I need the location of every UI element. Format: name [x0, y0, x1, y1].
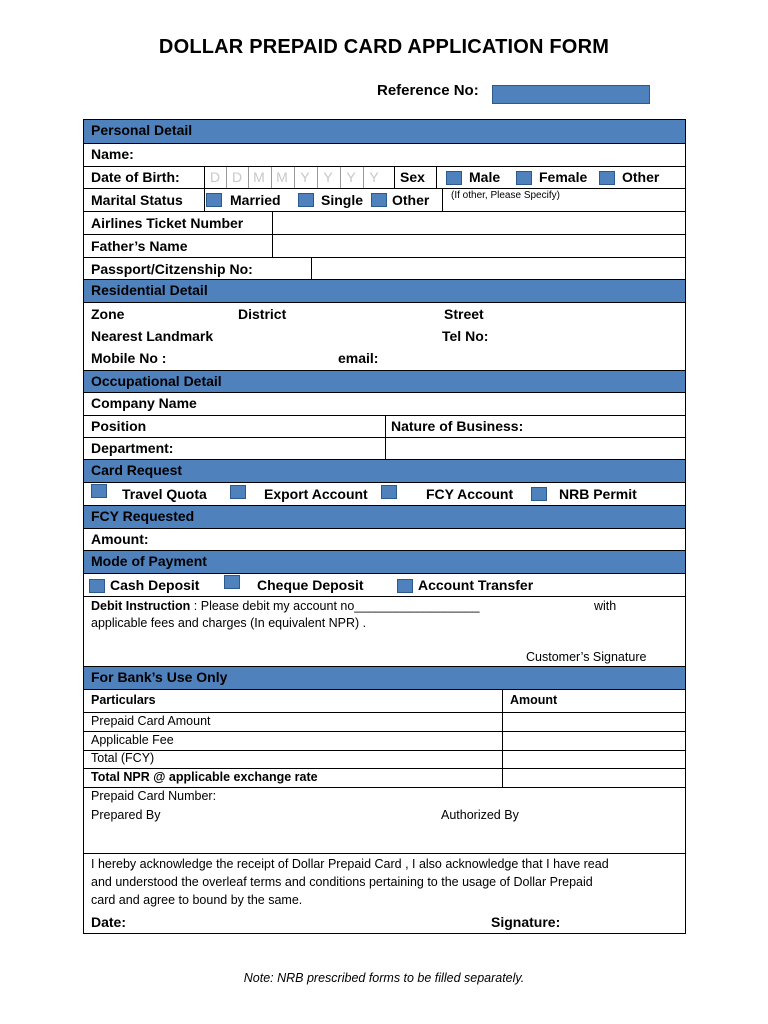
- table-row: [84, 712, 685, 731]
- section-occupational-detail: [84, 370, 685, 392]
- district-label[interactable]: District: [238, 306, 287, 322]
- section-heading: Personal Detail: [91, 122, 193, 138]
- passport-row[interactable]: [84, 257, 685, 279]
- dob-input[interactable]: [204, 167, 394, 189]
- married-checkbox[interactable]: [206, 193, 222, 207]
- amount-row[interactable]: [84, 528, 685, 550]
- position-label[interactable]: Position: [91, 418, 147, 434]
- street-label[interactable]: Street: [444, 306, 484, 322]
- table-row: [84, 731, 685, 750]
- passport-label: Passport/Citzenship No:: [91, 261, 253, 277]
- section-heading: Card Request: [91, 462, 183, 478]
- section-heading: Mode of Payment: [91, 553, 207, 569]
- zone-label[interactable]: Zone: [91, 306, 125, 322]
- date-label[interactable]: Date:: [91, 914, 127, 930]
- cheque-deposit-label: Cheque Deposit: [257, 577, 364, 593]
- section-fcy-requested: [84, 505, 685, 528]
- debit-instruction-line1: [91, 599, 479, 613]
- export-account-checkbox[interactable]: [230, 485, 246, 499]
- account-transfer-label: Account Transfer: [418, 577, 534, 593]
- section-mode-of-payment: [84, 550, 685, 573]
- department-row: [84, 437, 685, 459]
- marital-row: [84, 188, 685, 211]
- dob-digit: Y: [300, 169, 310, 185]
- male-checkbox[interactable]: [446, 171, 462, 185]
- name-label: Name:: [91, 146, 134, 162]
- position-row: [84, 415, 685, 437]
- prepaid-card-number-label[interactable]: Prepaid Card Number:: [91, 789, 217, 803]
- ack-line2: and understood the overleaf terms and conditions pertaining to the usage of Dollar Prepaid: [91, 875, 593, 889]
- residential-body: [84, 302, 685, 370]
- other-specify-note: (If other, Please Specify): [451, 190, 560, 201]
- travel-quota-label: Travel Quota: [122, 486, 207, 502]
- married-label: Married: [230, 192, 281, 208]
- acknowledgement: [84, 853, 685, 933]
- amount-label: Amount:: [91, 531, 149, 547]
- debit-instruction: [84, 596, 685, 666]
- father-row[interactable]: [84, 234, 685, 257]
- total-fcy-label: Total (FCY): [91, 751, 155, 765]
- account-transfer-checkbox[interactable]: [397, 579, 413, 593]
- airlines-label: Airlines Ticket Number: [91, 215, 244, 231]
- single-label: Single: [321, 192, 364, 208]
- sex-other-checkbox[interactable]: [599, 171, 615, 185]
- dob-digit: Y: [369, 169, 379, 185]
- company-row[interactable]: [84, 392, 685, 415]
- section-heading: For Bank’s Use Only: [91, 669, 228, 685]
- bank-sign-area: [84, 787, 685, 853]
- footer-note: Note: NRB prescribed forms to be filled separately.: [243, 971, 525, 985]
- application-form: [83, 119, 686, 934]
- reference-label: Reference No:: [377, 82, 479, 99]
- section-heading: Occupational Detail: [91, 373, 222, 389]
- sex-other-label: Other: [622, 169, 660, 185]
- customer-signature[interactable]: Customer’s Signature: [526, 650, 647, 664]
- department-label[interactable]: Department:: [91, 440, 174, 456]
- company-label: Company Name: [91, 395, 197, 411]
- section-residential-detail: [84, 279, 685, 302]
- prepaid-card-amount-label: Prepaid Card Amount: [91, 714, 211, 728]
- particulars-header: Particulars: [91, 693, 156, 707]
- nature-label[interactable]: Nature of Business:: [391, 418, 524, 434]
- prepared-by-label[interactable]: Prepared By: [91, 808, 161, 822]
- ack-line1: I hereby acknowledge the receipt of Dollar Prepaid Card , I also acknowledge that I have read: [91, 857, 609, 871]
- female-checkbox[interactable]: [516, 171, 532, 185]
- male-label: Male: [469, 169, 501, 185]
- email-label[interactable]: email:: [338, 350, 379, 366]
- dob-label: Date of Birth:: [91, 169, 180, 185]
- cash-deposit-checkbox[interactable]: [89, 579, 105, 593]
- single-checkbox[interactable]: [298, 193, 314, 207]
- female-label: Female: [539, 169, 588, 185]
- dob-digit: Y: [346, 169, 356, 185]
- section-personal-detail: [84, 120, 685, 143]
- marital-other-checkbox[interactable]: [371, 193, 387, 207]
- payment-options: [84, 573, 685, 596]
- debit-instruction-label: Debit Instruction: [91, 599, 191, 613]
- section-bank-use: [84, 666, 685, 689]
- marital-label: Marital Status: [91, 192, 183, 208]
- section-heading: Residential Detail: [91, 282, 208, 298]
- bank-table-header: [84, 689, 685, 712]
- father-label: Father’s Name: [91, 238, 188, 254]
- authorized-by-label[interactable]: Authorized By: [441, 808, 519, 822]
- amount-header: Amount: [510, 693, 558, 707]
- reference-input[interactable]: [492, 85, 650, 104]
- form-title: DOLLAR PREPAID CARD APPLICATION FORM: [158, 36, 610, 58]
- dob-digit: D: [231, 169, 243, 185]
- cash-deposit-label: Cash Deposit: [110, 577, 200, 593]
- section-card-request: [84, 459, 685, 482]
- nrb-permit-checkbox[interactable]: [531, 487, 547, 501]
- debit-instruction-line2: applicable fees and charges (In equivalent NPR) .: [91, 616, 367, 630]
- nrb-permit-label: NRB Permit: [559, 486, 637, 502]
- table-row: [84, 768, 685, 787]
- section-heading: FCY Requested: [91, 508, 195, 524]
- total-npr-label: Total NPR @ applicable exchange rate: [91, 770, 318, 784]
- dob-row: [84, 166, 685, 188]
- ack-line3: card and agree to bound by the same.: [91, 893, 303, 907]
- signature-label[interactable]: Signature:: [491, 914, 561, 930]
- table-row: [84, 750, 685, 768]
- tel-label[interactable]: Tel No:: [442, 328, 489, 344]
- dob-digit: D: [209, 169, 221, 185]
- card-request-options: [84, 482, 685, 505]
- dob-digit: M: [253, 169, 265, 185]
- export-account-label: Export Account: [264, 486, 368, 502]
- cheque-deposit-checkbox[interactable]: [224, 575, 240, 589]
- travel-quota-checkbox[interactable]: [91, 484, 107, 498]
- mobile-label[interactable]: Mobile No :: [91, 350, 167, 366]
- debit-instruction-text: : Please debit my account no__________________: [193, 599, 480, 613]
- fcy-account-label: FCY Account: [426, 486, 514, 502]
- sex-label: Sex: [400, 169, 425, 185]
- debit-with: with: [594, 599, 617, 613]
- fcy-account-checkbox[interactable]: [381, 485, 397, 499]
- dob-digit: Y: [323, 169, 333, 185]
- name-row[interactable]: [84, 143, 685, 166]
- applicable-fee-label: Applicable Fee: [91, 733, 174, 747]
- airlines-row[interactable]: [84, 211, 685, 234]
- marital-other-label: Other: [392, 192, 430, 208]
- landmark-label[interactable]: Nearest Landmark: [91, 328, 214, 344]
- dob-digit: M: [276, 169, 288, 185]
